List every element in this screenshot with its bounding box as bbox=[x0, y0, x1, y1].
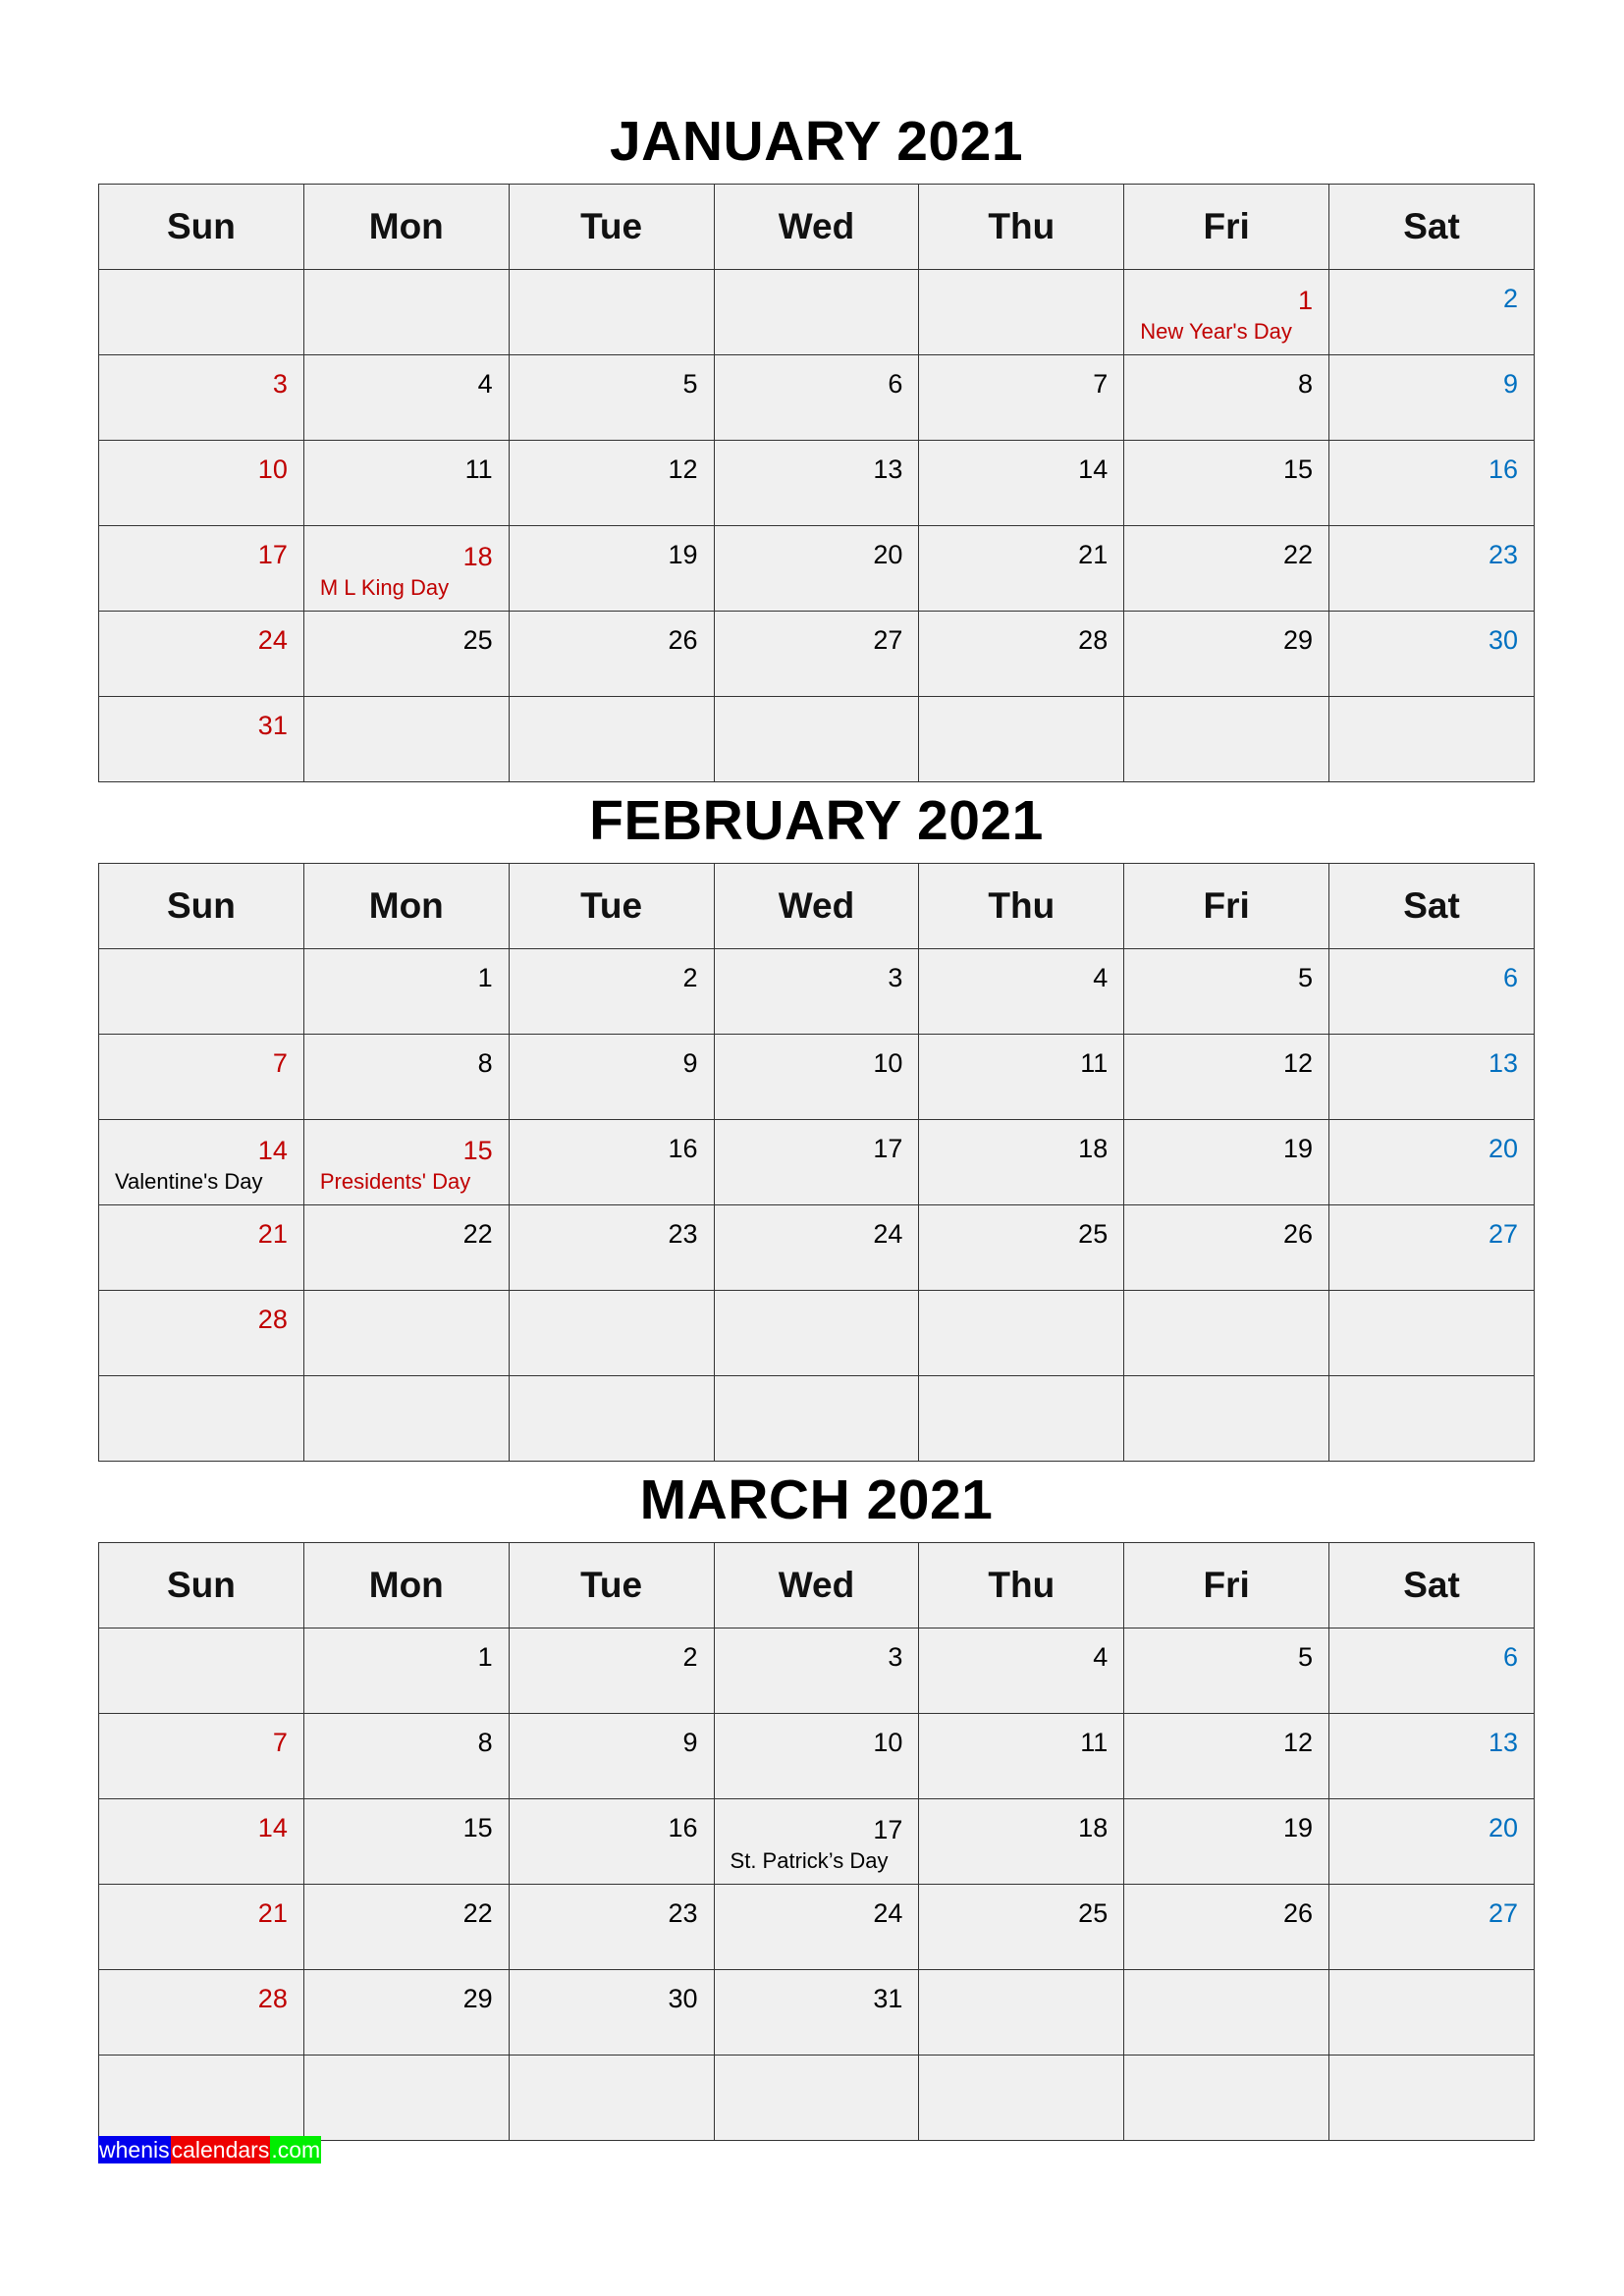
day-cell bbox=[303, 1120, 509, 1205]
day-cell bbox=[509, 1120, 714, 1205]
day-cell bbox=[919, 526, 1124, 612]
empty-day-cell bbox=[303, 2056, 509, 2141]
empty-day-cell bbox=[714, 1376, 919, 1462]
week-row bbox=[99, 949, 1535, 1035]
empty-day-cell bbox=[919, 270, 1124, 355]
day-cell bbox=[1329, 526, 1535, 612]
day-cell bbox=[509, 1035, 714, 1120]
day-cell bbox=[509, 526, 714, 612]
day-cell bbox=[303, 612, 509, 697]
day-number: 13 bbox=[1488, 1048, 1518, 1078]
day-cell bbox=[99, 1714, 304, 1799]
day-cell bbox=[303, 1714, 509, 1799]
day-number: 15 bbox=[462, 1813, 493, 1842]
weekday-header-wed: Wed bbox=[714, 1543, 919, 1629]
weekday-header-thu: Thu bbox=[919, 1543, 1124, 1629]
day-number: 1 bbox=[477, 1642, 493, 1672]
day-cell bbox=[714, 355, 919, 441]
day-cell bbox=[1329, 1885, 1535, 1970]
day-cell bbox=[303, 1970, 509, 2056]
empty-day-cell bbox=[509, 2056, 714, 2141]
week-row bbox=[99, 1291, 1535, 1376]
day-number: 7 bbox=[1093, 369, 1109, 399]
day-number: 10 bbox=[873, 1048, 903, 1078]
day-number: 16 bbox=[668, 1813, 698, 1842]
day-number: 14 bbox=[257, 1136, 288, 1165]
day-cell bbox=[714, 1035, 919, 1120]
day-number: 2 bbox=[682, 1642, 698, 1672]
day-number: 20 bbox=[1488, 1134, 1518, 1163]
day-number: 17 bbox=[873, 1815, 903, 1844]
day-cell bbox=[303, 355, 509, 441]
day-number: 11 bbox=[464, 454, 493, 484]
day-number: 12 bbox=[1283, 1048, 1314, 1078]
empty-day-cell bbox=[303, 270, 509, 355]
day-cell bbox=[1124, 949, 1329, 1035]
day-cell bbox=[1124, 1629, 1329, 1714]
weekday-header-fri: Fri bbox=[1124, 864, 1329, 949]
day-number: 26 bbox=[1283, 1898, 1314, 1928]
footer-link-part-1: whenis bbox=[99, 2137, 170, 2163]
day-number: 14 bbox=[1078, 454, 1109, 484]
empty-day-cell bbox=[99, 1629, 304, 1714]
weekday-header-tue: Tue bbox=[509, 864, 714, 949]
day-cell bbox=[1329, 1714, 1535, 1799]
day-cell bbox=[1124, 355, 1329, 441]
day-cell bbox=[919, 1799, 1124, 1885]
day-number: 27 bbox=[873, 625, 903, 655]
day-cell bbox=[919, 1714, 1124, 1799]
empty-day-cell bbox=[99, 2056, 304, 2141]
month-january bbox=[98, 99, 1535, 782]
day-number: 19 bbox=[668, 540, 698, 569]
day-cell bbox=[99, 1291, 304, 1376]
empty-day-cell bbox=[714, 2056, 919, 2141]
day-number: 18 bbox=[462, 542, 493, 571]
day-cell bbox=[1329, 1629, 1535, 1714]
empty-day-cell bbox=[1124, 1376, 1329, 1462]
day-cell bbox=[1124, 1799, 1329, 1885]
day-number: 17 bbox=[257, 540, 288, 569]
weekday-header-fri: Fri bbox=[1124, 1543, 1329, 1629]
day-number: 2 bbox=[1502, 284, 1518, 313]
day-cell bbox=[1329, 1799, 1535, 1885]
empty-day-cell bbox=[99, 270, 304, 355]
weekday-header-row bbox=[99, 185, 1535, 270]
empty-day-cell bbox=[1329, 1291, 1535, 1376]
weekday-header-tue: Tue bbox=[509, 185, 714, 270]
day-cell bbox=[714, 612, 919, 697]
day-cell bbox=[1329, 270, 1535, 355]
week-row bbox=[99, 1970, 1535, 2056]
weekday-header-thu: Thu bbox=[919, 185, 1124, 270]
day-cell bbox=[1124, 441, 1329, 526]
week-row bbox=[99, 1885, 1535, 1970]
day-number: 11 bbox=[1080, 1048, 1109, 1078]
day-number: 6 bbox=[888, 369, 903, 399]
day-cell bbox=[919, 1885, 1124, 1970]
day-number: 22 bbox=[1283, 540, 1314, 569]
weekday-header-row bbox=[99, 1543, 1535, 1629]
day-cell bbox=[99, 612, 304, 697]
holiday-label: St. Patrick’s Day bbox=[730, 1848, 889, 1873]
day-cell bbox=[1124, 1035, 1329, 1120]
calendar-grid bbox=[98, 1542, 1535, 2141]
month-march bbox=[98, 1458, 1535, 2141]
week-row bbox=[99, 697, 1535, 782]
week-row bbox=[99, 1120, 1535, 1205]
day-cell bbox=[99, 526, 304, 612]
empty-day-cell bbox=[1329, 2056, 1535, 2141]
day-number: 31 bbox=[873, 1984, 903, 2013]
day-number: 25 bbox=[1078, 1898, 1109, 1928]
day-cell bbox=[509, 1629, 714, 1714]
day-cell bbox=[919, 612, 1124, 697]
week-row bbox=[99, 355, 1535, 441]
day-cell bbox=[509, 612, 714, 697]
day-cell bbox=[1124, 526, 1329, 612]
calendar-grid bbox=[98, 184, 1535, 782]
month-february bbox=[98, 778, 1535, 1462]
day-cell bbox=[1329, 1035, 1535, 1120]
week-row bbox=[99, 1799, 1535, 1885]
day-number: 3 bbox=[888, 1642, 903, 1672]
day-cell bbox=[1124, 1120, 1329, 1205]
week-row bbox=[99, 2056, 1535, 2141]
day-cell bbox=[714, 526, 919, 612]
empty-day-cell bbox=[1124, 697, 1329, 782]
day-cell bbox=[919, 441, 1124, 526]
footer-website-link[interactable] bbox=[98, 2136, 321, 2163]
empty-day-cell bbox=[509, 1376, 714, 1462]
day-number: 26 bbox=[668, 625, 698, 655]
empty-day-cell bbox=[919, 1376, 1124, 1462]
holiday-label: Valentine's Day bbox=[115, 1169, 263, 1194]
day-number: 19 bbox=[1283, 1813, 1314, 1842]
day-number: 29 bbox=[462, 1984, 493, 2013]
day-number: 16 bbox=[1488, 454, 1518, 484]
day-cell bbox=[303, 1205, 509, 1291]
day-cell bbox=[509, 1205, 714, 1291]
weekday-header-wed: Wed bbox=[714, 185, 919, 270]
day-number: 9 bbox=[682, 1048, 698, 1078]
day-number: 10 bbox=[873, 1728, 903, 1757]
day-number: 17 bbox=[873, 1134, 903, 1163]
day-number: 28 bbox=[257, 1984, 288, 2013]
day-number: 26 bbox=[1283, 1219, 1314, 1249]
day-cell bbox=[99, 1799, 304, 1885]
day-cell bbox=[714, 1205, 919, 1291]
day-cell bbox=[1124, 270, 1329, 355]
empty-day-cell bbox=[1124, 1970, 1329, 2056]
day-number: 2 bbox=[682, 963, 698, 992]
day-cell bbox=[919, 1120, 1124, 1205]
footer-link-part-2: calendars bbox=[171, 2137, 270, 2163]
day-cell bbox=[509, 1714, 714, 1799]
day-cell bbox=[1329, 612, 1535, 697]
day-number: 24 bbox=[873, 1898, 903, 1928]
day-number: 20 bbox=[873, 540, 903, 569]
day-number: 9 bbox=[1502, 369, 1518, 399]
day-cell bbox=[99, 1035, 304, 1120]
day-number: 6 bbox=[1502, 963, 1518, 992]
day-number: 21 bbox=[257, 1898, 288, 1928]
day-number: 7 bbox=[272, 1048, 288, 1078]
holiday-label: New Year's Day bbox=[1140, 319, 1292, 344]
day-number: 19 bbox=[1283, 1134, 1314, 1163]
day-number: 15 bbox=[1283, 454, 1314, 484]
week-row bbox=[99, 1035, 1535, 1120]
day-cell bbox=[509, 1885, 714, 1970]
empty-day-cell bbox=[1124, 2056, 1329, 2141]
day-number: 1 bbox=[477, 963, 493, 992]
day-cell bbox=[919, 1035, 1124, 1120]
day-cell bbox=[714, 949, 919, 1035]
day-cell bbox=[99, 1885, 304, 1970]
weekday-header-mon: Mon bbox=[303, 864, 509, 949]
day-cell bbox=[1329, 949, 1535, 1035]
weekday-header-sun: Sun bbox=[99, 1543, 304, 1629]
day-cell bbox=[509, 1799, 714, 1885]
week-row bbox=[99, 1629, 1535, 1714]
empty-day-cell bbox=[1124, 1291, 1329, 1376]
day-cell bbox=[714, 1714, 919, 1799]
empty-day-cell bbox=[509, 1291, 714, 1376]
day-cell bbox=[1329, 355, 1535, 441]
empty-day-cell bbox=[919, 1970, 1124, 2056]
day-number: 1 bbox=[1298, 286, 1314, 315]
day-number: 23 bbox=[668, 1898, 698, 1928]
day-number: 5 bbox=[682, 369, 698, 399]
day-cell bbox=[303, 1629, 509, 1714]
day-cell bbox=[1124, 1885, 1329, 1970]
day-number: 28 bbox=[1078, 625, 1109, 655]
day-cell bbox=[1124, 612, 1329, 697]
empty-day-cell bbox=[714, 1291, 919, 1376]
empty-day-cell bbox=[99, 949, 304, 1035]
day-cell bbox=[303, 441, 509, 526]
day-cell bbox=[1329, 441, 1535, 526]
footer-link-part-3: .com bbox=[271, 2137, 321, 2163]
day-number: 5 bbox=[1298, 1642, 1314, 1672]
empty-day-cell bbox=[1329, 1970, 1535, 2056]
day-cell bbox=[99, 441, 304, 526]
day-number: 22 bbox=[462, 1898, 493, 1928]
day-number: 21 bbox=[257, 1219, 288, 1249]
day-cell bbox=[714, 1885, 919, 1970]
holiday-label: Presidents' Day bbox=[319, 1169, 471, 1194]
week-row bbox=[99, 1205, 1535, 1291]
empty-day-cell bbox=[714, 697, 919, 782]
day-number: 28 bbox=[257, 1305, 288, 1334]
day-cell bbox=[509, 441, 714, 526]
month-title: JANUARY 2021 bbox=[609, 110, 1024, 173]
day-number: 31 bbox=[257, 711, 288, 740]
day-number: 8 bbox=[1298, 369, 1314, 399]
weekday-header-wed: Wed bbox=[714, 864, 919, 949]
day-cell bbox=[509, 949, 714, 1035]
day-number: 3 bbox=[272, 369, 288, 399]
empty-day-cell bbox=[303, 1376, 509, 1462]
empty-day-cell bbox=[303, 1291, 509, 1376]
day-cell bbox=[714, 1629, 919, 1714]
day-number: 12 bbox=[1283, 1728, 1314, 1757]
day-cell bbox=[303, 526, 509, 612]
day-number: 9 bbox=[682, 1728, 698, 1757]
day-cell bbox=[99, 355, 304, 441]
day-cell bbox=[1124, 1714, 1329, 1799]
weekday-header-row bbox=[99, 864, 1535, 949]
day-cell bbox=[919, 355, 1124, 441]
day-number: 4 bbox=[1093, 963, 1109, 992]
day-number: 8 bbox=[477, 1728, 493, 1757]
day-cell bbox=[1124, 1205, 1329, 1291]
day-number: 23 bbox=[1488, 540, 1518, 569]
day-cell bbox=[509, 355, 714, 441]
day-number: 22 bbox=[462, 1219, 493, 1249]
day-cell bbox=[714, 441, 919, 526]
day-cell bbox=[509, 1970, 714, 2056]
day-number: 21 bbox=[1078, 540, 1109, 569]
empty-day-cell bbox=[1329, 1376, 1535, 1462]
day-number: 20 bbox=[1488, 1813, 1518, 1842]
empty-day-cell bbox=[919, 1291, 1124, 1376]
day-cell bbox=[99, 1205, 304, 1291]
day-cell bbox=[99, 1970, 304, 2056]
day-cell bbox=[714, 1120, 919, 1205]
week-row bbox=[99, 1376, 1535, 1462]
day-number: 25 bbox=[1078, 1219, 1109, 1249]
calendar-grid bbox=[98, 863, 1535, 1462]
weekday-header-sat: Sat bbox=[1329, 1543, 1535, 1629]
weekday-header-tue: Tue bbox=[509, 1543, 714, 1629]
empty-day-cell bbox=[509, 270, 714, 355]
empty-day-cell bbox=[99, 1376, 304, 1462]
day-cell bbox=[303, 1799, 509, 1885]
day-number: 29 bbox=[1283, 625, 1314, 655]
day-number: 4 bbox=[1093, 1642, 1109, 1672]
day-number: 18 bbox=[1078, 1813, 1109, 1842]
day-cell bbox=[1329, 1120, 1535, 1205]
day-number: 15 bbox=[462, 1136, 493, 1165]
day-number: 24 bbox=[257, 625, 288, 655]
day-number: 23 bbox=[668, 1219, 698, 1249]
empty-day-cell bbox=[919, 697, 1124, 782]
day-cell bbox=[1329, 1205, 1535, 1291]
day-cell bbox=[303, 949, 509, 1035]
day-number: 11 bbox=[1080, 1728, 1109, 1757]
day-number: 4 bbox=[477, 369, 493, 399]
weekday-header-sat: Sat bbox=[1329, 864, 1535, 949]
day-cell bbox=[303, 1035, 509, 1120]
holiday-label: M L King Day bbox=[319, 575, 450, 600]
weekday-header-sat: Sat bbox=[1329, 185, 1535, 270]
day-cell bbox=[919, 1205, 1124, 1291]
day-cell bbox=[919, 949, 1124, 1035]
day-number: 3 bbox=[888, 963, 903, 992]
day-number: 24 bbox=[873, 1219, 903, 1249]
weekday-header-mon: Mon bbox=[303, 1543, 509, 1629]
day-number: 6 bbox=[1502, 1642, 1518, 1672]
day-cell bbox=[99, 1120, 304, 1205]
week-row bbox=[99, 441, 1535, 526]
day-cell bbox=[303, 1885, 509, 1970]
day-cell bbox=[919, 1629, 1124, 1714]
day-number: 13 bbox=[873, 454, 903, 484]
day-number: 16 bbox=[668, 1134, 698, 1163]
empty-day-cell bbox=[1329, 697, 1535, 782]
week-row bbox=[99, 526, 1535, 612]
day-number: 27 bbox=[1488, 1898, 1518, 1928]
weekday-header-mon: Mon bbox=[303, 185, 509, 270]
day-number: 27 bbox=[1488, 1219, 1518, 1249]
weekday-header-thu: Thu bbox=[919, 864, 1124, 949]
day-number: 12 bbox=[668, 454, 698, 484]
day-number: 18 bbox=[1078, 1134, 1109, 1163]
day-number: 8 bbox=[477, 1048, 493, 1078]
day-number: 14 bbox=[257, 1813, 288, 1842]
empty-day-cell bbox=[919, 2056, 1124, 2141]
day-cell bbox=[714, 1970, 919, 2056]
day-number: 25 bbox=[462, 625, 493, 655]
weekday-header-sun: Sun bbox=[99, 185, 304, 270]
day-cell bbox=[714, 1799, 919, 1885]
month-title: FEBRUARY 2021 bbox=[589, 789, 1044, 852]
day-number: 10 bbox=[257, 454, 288, 484]
empty-day-cell bbox=[509, 697, 714, 782]
week-row bbox=[99, 1714, 1535, 1799]
day-cell bbox=[99, 697, 304, 782]
month-title: MARCH 2021 bbox=[639, 1468, 994, 1531]
weekday-header-sun: Sun bbox=[99, 864, 304, 949]
empty-day-cell bbox=[303, 697, 509, 782]
week-row bbox=[99, 270, 1535, 355]
day-number: 13 bbox=[1488, 1728, 1518, 1757]
day-number: 7 bbox=[272, 1728, 288, 1757]
week-row bbox=[99, 612, 1535, 697]
day-number: 30 bbox=[668, 1984, 698, 2013]
weekday-header-fri: Fri bbox=[1124, 185, 1329, 270]
empty-day-cell bbox=[714, 270, 919, 355]
day-number: 5 bbox=[1298, 963, 1314, 992]
day-number: 30 bbox=[1488, 625, 1518, 655]
